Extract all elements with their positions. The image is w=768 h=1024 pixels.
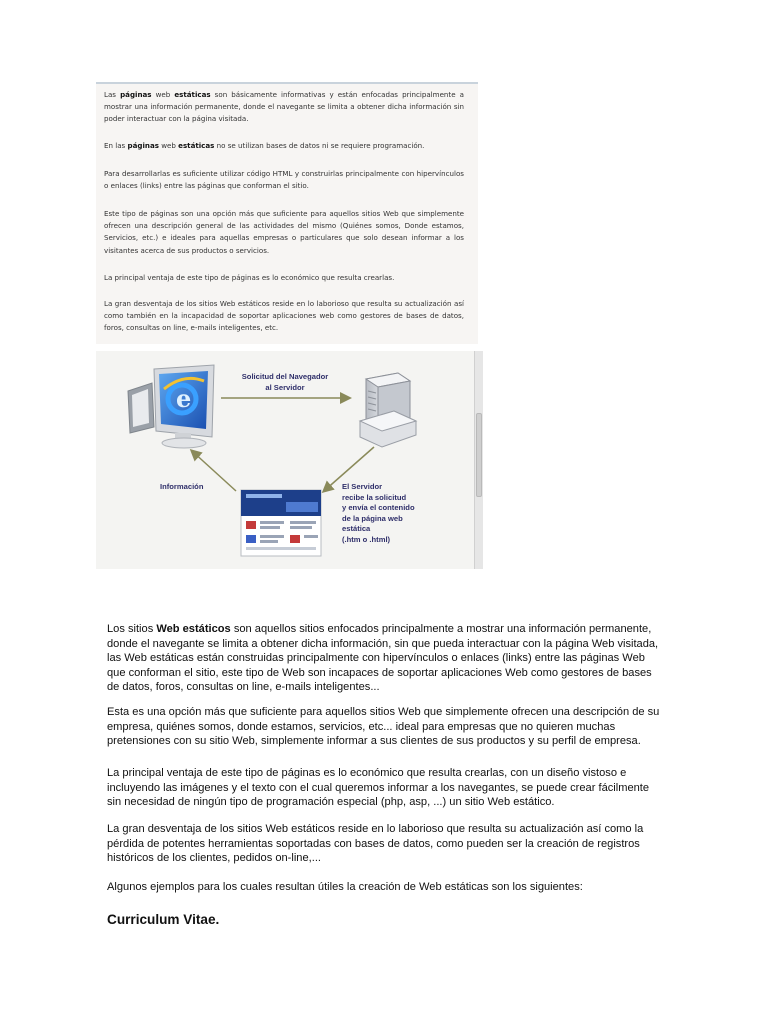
- shot-paragraph-4: Este tipo de páginas son una opción más que suficiente para aquellos sitios Web que simplemente ofrecen una descripción general de las actividades del mismo (Quiénes somos, Donde estamos, Servicios, etc.) e ideales para aquellas empresas o particulares que solo desean informar a los visitantes acerca de sus productos o servicios.: [104, 209, 464, 255]
- computer-monitor-ie-icon: [128, 365, 214, 448]
- body-paragraph-1: Los sitios Web estáticos son aquellos sitios enfocados principalmente a mostrar una información permanente, donde el navegante se limita a obtener dicha información, sin que pueda interactuar con la página Web visitada, las Web estáticas están construidas principalmente con hipervínculos o enlaces (links) entre las páginas Web que conforman el sitio, este tipo de Web son incapaces de soportar aplicaciones Web como gestores de bases de datos, foros, consultas on line, e-mails inteligentes...: [107, 623, 659, 694]
- web-page-thumbnail: [241, 490, 321, 556]
- static-pages-screenshot: [96, 82, 478, 344]
- label-request: Solicitud del Navegador al Servidor: [241, 372, 329, 392]
- shot-paragraph-6: La gran desventaja de los sitios Web estáticos reside en lo laborioso que resulta su actualización así como también en la incapacidad de soportar aplicaciones web como gestores de bases de datos, foros, consultas on line, e-mails inteligentes, etc.: [104, 299, 464, 333]
- server-tower-icon: [360, 373, 416, 447]
- body-paragraph-5: Algunos ejemplos para los cuales resultan útiles la creación de Web estáticas son los siguientes:: [107, 881, 583, 893]
- shot-paragraph-2: En las páginas web estáticas no se utilizan bases de datos ni se requiere programación.: [104, 141, 425, 150]
- shot-paragraph-3: Para desarrollarlas es suficiente utilizar código HTML y construirlas principalmente con hipervínculos o enlaces (links) entre las páginas que conforman el sitio.: [104, 169, 464, 191]
- body-paragraph-3: La principal ventaja de este tipo de páginas es lo económico que resulta crearlas, con un diseño vistoso e incluyendo las imágenes y el texto con el cual queremos informar a los navegantes, se puede crear fácilmente sin necesidad de ningún tipo de programación especial (php, asp, ...) un sitio Web estático.: [107, 767, 650, 809]
- shot-paragraph-1: Las páginas web estáticas son básicamente informativas y están enfocadas principalmente a mostrar una información permanente, donde el navegante se limita a obtener dicha información sin poder interactuar con la página visitada.: [104, 90, 464, 124]
- svg-text:e: e: [176, 384, 192, 413]
- diagram-scrollbar[interactable]: [474, 351, 483, 569]
- section-heading: Curriculum Vitae.: [107, 912, 220, 927]
- body-paragraph-4: La gran desventaja de los sitios Web estáticos reside en lo laborioso que resulta su actualización así como la pérdida de potentes herramientas soportadas con bases de datos, como pueden ser la creación de registros históricos de los clientes, pedidos on-line,...: [107, 823, 644, 865]
- shot-paragraph-5: La principal ventaja de este tipo de páginas es lo económico que resulta crearlas.: [104, 273, 395, 282]
- body-paragraph-2: Esta es una opción más que suficiente para aquellos sitios Web que simplemente ofrecen una descripción de su empresa, quiénes somos, donde estamos, servicios, etc... ideal para empresas que no quieren muchas pretensiones con su sitio Web, simplemente informar a sus clientes de sus productos y su perfil de empresa.: [107, 706, 660, 748]
- label-server: El Servidor recibe la solicitud y envía el contenido de la página web estática (.htm o .html): [342, 482, 415, 544]
- scrollbar-thumb[interactable]: [476, 413, 482, 497]
- static-web-diagram: [96, 351, 483, 569]
- label-info: Información: [160, 482, 204, 491]
